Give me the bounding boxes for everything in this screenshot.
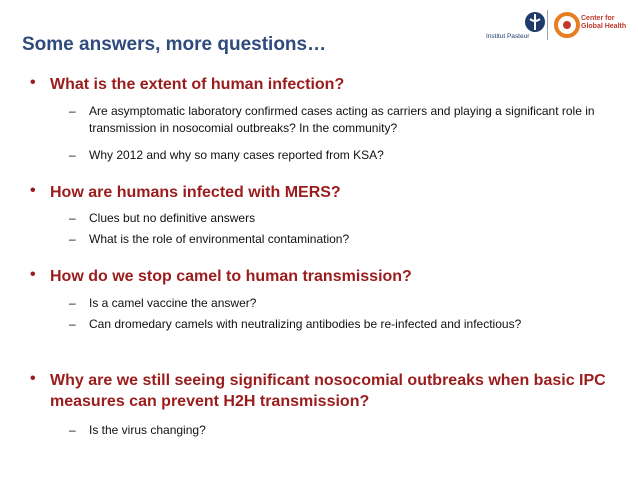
- dash: –: [69, 148, 76, 162]
- sub-item-text: Clues but no definitive answers: [89, 211, 256, 225]
- page-title: Some answers, more questions…: [22, 34, 327, 55]
- sub-item-text: Is a camel vaccine the answer?: [89, 296, 257, 310]
- bullet: •: [30, 182, 36, 199]
- dash: –: [69, 104, 76, 118]
- bullet: •: [30, 74, 36, 91]
- dash: –: [69, 232, 76, 246]
- dash: –: [69, 296, 76, 310]
- logo-divider: [547, 10, 548, 40]
- sub-item-text: Can dromedary camels with neutralizing antibodies be re-infected and infectious?: [89, 317, 522, 331]
- dash: –: [69, 211, 76, 225]
- global-health-line1: Center for: [581, 15, 615, 22]
- question-text: Why are we still seeing significant nosocomial outbreaks when basic IPC measures can prevent H2H transmission?: [50, 372, 606, 410]
- institut-pasteur-logo-icon: [524, 11, 546, 33]
- sub-item-text: Is the virus changing?: [89, 423, 206, 437]
- bullet: •: [30, 370, 36, 387]
- dash: –: [69, 317, 76, 331]
- sub-item-text: Are asymptomatic laboratory confirmed cases acting as carriers and playing a significant role in transmission in nosocomial outbreaks? In the community?: [89, 104, 595, 135]
- question-text: How are humans infected with MERS?: [50, 184, 341, 201]
- global-health-logo-icon: [554, 12, 580, 38]
- question-text: What is the extent of human infection?: [50, 76, 345, 93]
- sub-item-text: Why 2012 and why so many cases reported from KSA?: [89, 148, 384, 162]
- sub-item-text: What is the role of environmental contamination?: [89, 232, 350, 246]
- dash: –: [69, 423, 76, 437]
- global-health-label: [581, 15, 626, 31]
- question-text: How do we stop camel to human transmission?: [50, 268, 412, 285]
- institut-pasteur-label: Institut Pasteur: [486, 33, 530, 40]
- bullet: •: [30, 266, 36, 283]
- global-health-line2: Global Health: [581, 23, 627, 30]
- header-logos: [484, 6, 627, 46]
